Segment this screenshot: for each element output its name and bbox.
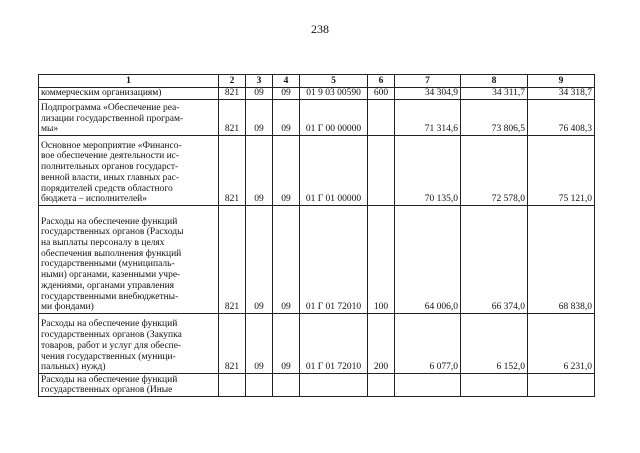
row-amount-3: 76 408,3 [528, 100, 595, 136]
row-subsection: 09 [273, 100, 300, 136]
row-subsection: 09 [273, 88, 300, 100]
header-col-9: 9 [528, 75, 595, 88]
row-amount-2 [461, 374, 528, 397]
row-ministry-code: 821 [219, 314, 246, 374]
row-amount-1: 64 006,0 [395, 206, 461, 314]
row-amount-3: 6 231,0 [528, 314, 595, 374]
page-number: 238 [311, 22, 329, 36]
row-name: Расходы на обеспечение функций государственных органов (Иные [39, 374, 219, 397]
header-col-3: 3 [246, 75, 273, 88]
row-amount-1 [395, 374, 461, 397]
row-target-article [300, 374, 368, 397]
row-amount-3: 34 318,7 [528, 88, 595, 100]
row-subsection: 09 [273, 206, 300, 314]
row-name: Расходы на обеспечение функций государственных органов (Закупка товаров, работ и услуг для обеспе- чения государственных (муници- пальных) нужд) [39, 314, 219, 374]
row-amount-3: 68 838,0 [528, 206, 595, 314]
header-col-8: 8 [461, 75, 528, 88]
row-amount-2: 73 806,5 [461, 100, 528, 136]
row-section: 09 [246, 136, 273, 206]
row-expense-type [368, 136, 395, 206]
row-name: Подпрограмма «Обеспечение реа- лизации государственной програм- мы» [39, 100, 219, 136]
row-name: Основное мероприятие «Финансо- вое обеспечение деятельности ис- полнительных органов государст- венной власти, иных главных рас- порядителей средств областного бюджета – исполнителей» [39, 136, 219, 206]
table-row [39, 100, 595, 136]
budget-table [38, 74, 595, 397]
row-ministry-code [219, 374, 246, 397]
row-expense-type: 200 [368, 314, 395, 374]
row-amount-3: 75 121,0 [528, 136, 595, 206]
table-row [39, 314, 595, 374]
row-amount-3 [528, 374, 595, 397]
header-col-4: 4 [273, 75, 300, 88]
row-name: Расходы на обеспечение функций государственных органов (Расходы на выплаты персоналу в целях обеспечения выполнения функций государственными (муниципаль- ными) органами, казенными учре- ждениями, органами управления государственными внебюджетны- ми фондами) [39, 206, 219, 314]
row-amount-2: 34 311,7 [461, 88, 528, 100]
row-amount-1: 71 314,6 [395, 100, 461, 136]
row-ministry-code: 821 [219, 206, 246, 314]
header-col-5: 5 [300, 75, 368, 88]
row-subsection: 09 [273, 314, 300, 374]
row-expense-type: 600 [368, 88, 395, 100]
row-section: 09 [246, 206, 273, 314]
header-col-1: 1 [39, 75, 219, 88]
row-section: 09 [246, 88, 273, 100]
row-section [246, 374, 273, 397]
row-amount-1: 34 304,9 [395, 88, 461, 100]
row-target-article: 01 Г 01 72010 [300, 206, 368, 314]
row-target-article: 01 Г 00 00000 [300, 100, 368, 136]
row-expense-type: 100 [368, 206, 395, 314]
row-name: коммерческим организациям) [39, 88, 219, 100]
table-row [39, 136, 595, 206]
row-amount-1: 70 135,0 [395, 136, 461, 206]
row-target-article: 01 9 03 00590 [300, 88, 368, 100]
header-col-2: 2 [219, 75, 246, 88]
row-amount-2: 6 152,0 [461, 314, 528, 374]
row-amount-1: 6 077,0 [395, 314, 461, 374]
row-subsection: 09 [273, 136, 300, 206]
row-section: 09 [246, 100, 273, 136]
table-row [39, 374, 595, 397]
row-ministry-code: 821 [219, 136, 246, 206]
row-target-article: 01 Г 01 00000 [300, 136, 368, 206]
table-row [39, 206, 595, 314]
row-subsection [273, 374, 300, 397]
header-row [39, 75, 595, 88]
row-ministry-code: 821 [219, 88, 246, 100]
row-ministry-code: 821 [219, 100, 246, 136]
row-expense-type [368, 374, 395, 397]
table-row [39, 88, 595, 100]
row-amount-2: 66 374,0 [461, 206, 528, 314]
row-expense-type [368, 100, 395, 136]
row-amount-2: 72 578,0 [461, 136, 528, 206]
header-col-6: 6 [368, 75, 395, 88]
row-target-article: 01 Г 01 72010 [300, 314, 368, 374]
header-col-7: 7 [395, 75, 461, 88]
row-section: 09 [246, 314, 273, 374]
